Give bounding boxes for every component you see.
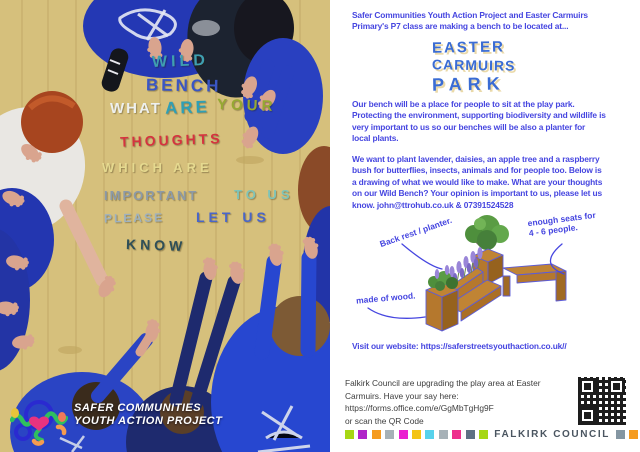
wood-annotation: made of wood. (355, 290, 416, 306)
bench-sketch (340, 209, 640, 340)
felt-word: WHICH ARE (102, 160, 213, 175)
brand-color-square (466, 430, 475, 439)
felt-word: KNOW (125, 235, 187, 255)
park-title-line: PARK (431, 73, 506, 95)
backrest-annotation: Back rest / planter. (378, 214, 454, 250)
qr-finder (579, 378, 596, 395)
bench-drawing (340, 209, 640, 340)
brand-color-square (372, 430, 381, 439)
brand-color-square (439, 430, 448, 439)
brand-color-square (345, 430, 354, 439)
brand-color-square (412, 430, 421, 439)
plants-paragraph: We want to plant lavender, daisies, an apple tree and a raspberry bush for butterflies, insects, animals and for people too. Below is a drawing of what we would like to make. What are your thoughts on our Wild Bench? Your opinion is important to us, please let us know. john@ttrohub.co.uk & 07391524528 (352, 154, 603, 210)
intro-paragraph: Safer Communities Youth Action Project and Easter Carmuirs Primary's P7 class are making a bench to be located at... (352, 10, 588, 32)
felt-word: ARE (164, 97, 211, 118)
park-title-line: CARMUIRS (431, 56, 516, 74)
brand-color-square (629, 430, 638, 439)
qr-code (578, 377, 626, 425)
felt-word: IMPORTANT (104, 188, 199, 203)
brand-color-square (452, 430, 461, 439)
brand-color-square (385, 430, 394, 439)
felt-word: TO US (234, 187, 294, 202)
felt-word: LET US (196, 209, 270, 225)
seats-annotation: enough seats for 4 - 6 people. (527, 209, 597, 239)
felt-word: BENCH (145, 75, 222, 96)
bench-paragraph: Our bench will be a place for people to sit at the play park. Protecting the environment, supporting biodiversity and wildlife is very important to us so our benches will be also a planter for local plants. (352, 99, 606, 144)
falkirk-council-wordmark: FALKIRK COUNCIL (494, 429, 610, 440)
easter-carmuirs-park-title (432, 40, 515, 93)
project-title: SAFER COMMUNITIES YOUTH ACTION PROJECT (74, 402, 223, 427)
park-title-line: EASTER (431, 38, 505, 57)
brand-color-square (425, 430, 434, 439)
falkirk-council-brandbar (345, 429, 640, 440)
felt-word: YOUR (216, 95, 277, 116)
brand-color-square (399, 430, 408, 439)
qr-finder (579, 407, 596, 424)
scyap-logo (10, 391, 68, 447)
falkirk-council-note: Falkirk Council are upgrading the play area at Easter Carmuirs. Have your say here: https://forms.office.com/e/GgMbTgHg9F or scan the QR Code (345, 378, 541, 426)
website-link-text: Visit our website: https://saferstreetsyouthaction.co.uk// (352, 341, 567, 351)
qr-finder (608, 378, 625, 395)
felt-word: PLEASE (103, 210, 165, 226)
felt-word: THOUGHTS (119, 130, 223, 150)
felt-word: WHAT (110, 100, 162, 117)
brand-color-square (616, 430, 625, 439)
brand-color-square (358, 430, 367, 439)
felt-word: WILD (151, 52, 210, 71)
brand-color-square (479, 430, 488, 439)
